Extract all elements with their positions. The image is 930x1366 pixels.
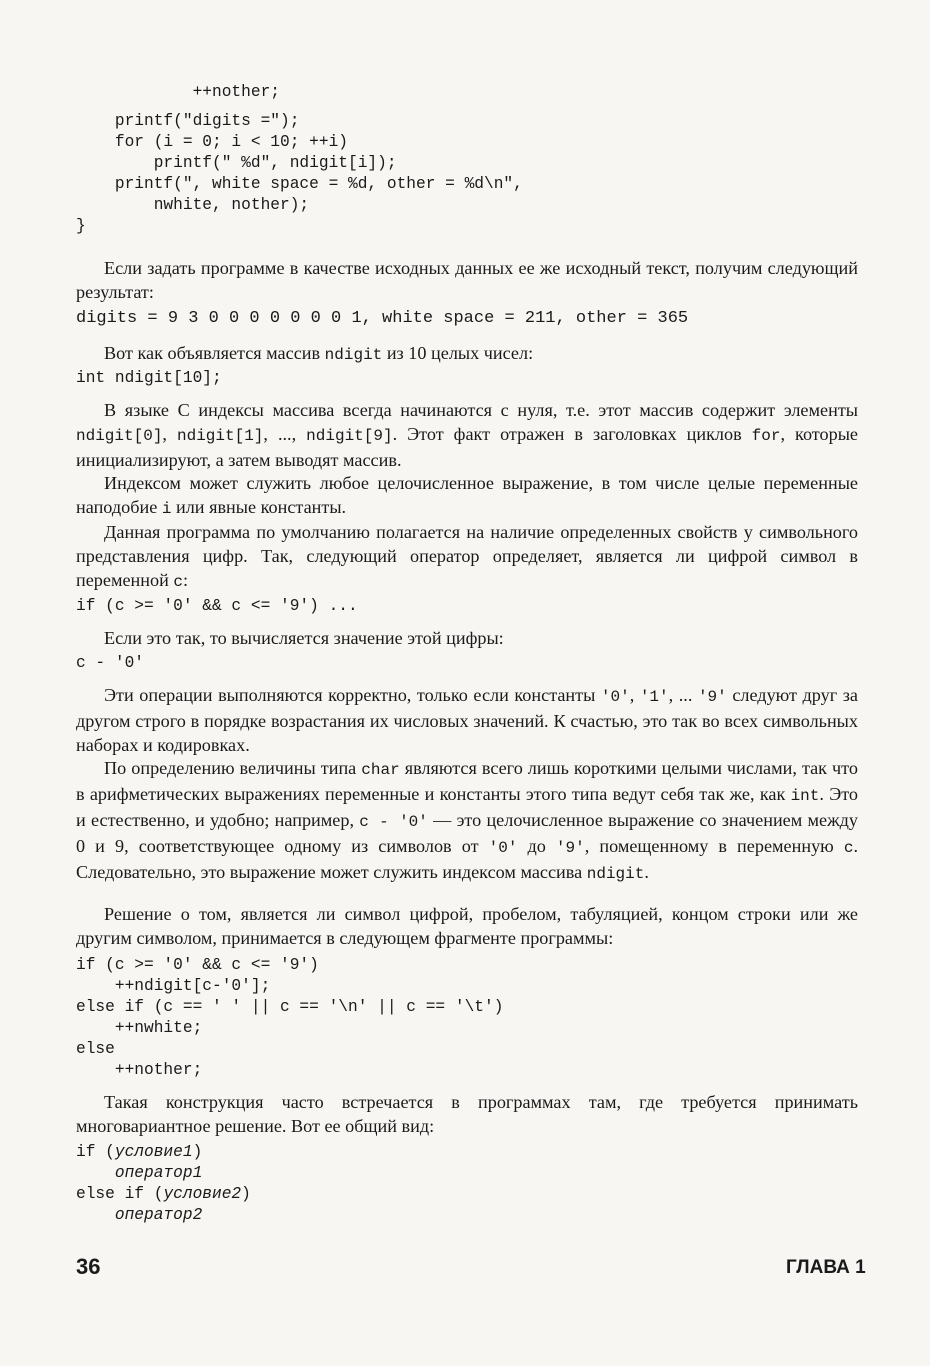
inline-code: ndigit (586, 865, 645, 883)
code-line: } (76, 217, 86, 235)
code-line (76, 103, 523, 111)
code-declaration: int ndigit[10]; (76, 369, 222, 387)
chapter-label: ГЛАВА 1 (786, 1257, 866, 1278)
text: или явные константы. (171, 497, 347, 517)
inline-code: i (161, 500, 172, 518)
text: . Это и естественно, и удобно; например, (76, 784, 858, 830)
code-line: nwhite, nother); (76, 196, 310, 214)
code-block-fragment (76, 955, 503, 1081)
paragraph-digit-value (76, 626, 858, 650)
text: : (183, 570, 189, 590)
inline-code: for (751, 427, 781, 445)
code-block-general (76, 1142, 251, 1226)
inline-code: char (361, 761, 400, 779)
inline-code: c (173, 573, 184, 591)
code-line: ++nother; (76, 83, 280, 101)
text: Индексом может служить любое целочисленное выражение, в том числе целые переменные наподобие (76, 473, 858, 517)
text: , (162, 424, 177, 444)
code-line (76, 1184, 251, 1205)
text: , (629, 685, 640, 705)
code-placeholder: условие2 (163, 1185, 242, 1203)
inline-code: ndigit (324, 346, 383, 364)
paragraph-decision (76, 902, 858, 950)
inline-code: c (843, 839, 854, 857)
text: В языке С индексы массива всегда начинаются с нуля, т.е. этот массив содержит элементы (104, 400, 858, 420)
text: . Этот факт отражен в заголовках циклов (392, 424, 752, 444)
paragraph-char-type (76, 756, 858, 886)
code-line: for (i = 0; i < 10; ++i) (76, 133, 348, 151)
text: По определению величины типа (104, 758, 362, 778)
code-line (76, 1142, 251, 1163)
paragraph-digit-repr (76, 520, 858, 594)
text: из 10 целых чисел: (382, 343, 534, 363)
code-text: ) (241, 1185, 251, 1203)
paragraph-result-intro (76, 256, 858, 304)
paragraph-array-decl (76, 341, 858, 367)
code-line: ++nwhite; (76, 1019, 203, 1037)
text: до (517, 836, 556, 856)
code-line: else if (c == ' ' || c == '\n' || c == '\t') (76, 998, 504, 1016)
paragraph-indices (76, 398, 858, 472)
text: , которые инициализируют, а затем выводят массив. (76, 424, 858, 470)
code-result: digits = 9 3 0 0 0 0 0 0 0 1, white space = 211, other = 365 (76, 309, 689, 328)
text: являются всего лишь короткими целыми числами, так что в арифметических выражениях переменные и константы этого типа ведут себя так же, как (76, 758, 858, 804)
code-line: printf(", white space = %d, other = %d\n", (76, 175, 523, 193)
text: следуют друг за другом строго в порядке возрастания их числовых значений. К счастью, это так во всех символьных наборах и кодировках. (76, 685, 858, 755)
inline-code: ndigit[0] (76, 427, 163, 445)
code-line: оператор2 (76, 1206, 203, 1224)
code-line: printf(" %d", ndigit[i]); (76, 154, 397, 172)
code-block-top (76, 82, 523, 237)
code-line: else (76, 1040, 115, 1058)
code-text: ) (192, 1143, 203, 1161)
paragraph-constants-order (76, 683, 858, 757)
paragraph-text: Если это так, то вычисляется значение этой цифры: (104, 628, 504, 648)
inline-code: c - '0' (359, 813, 428, 831)
code-text: if ( (76, 1143, 115, 1161)
paragraph-general-form (76, 1090, 858, 1138)
inline-code: '9' (697, 688, 727, 706)
paragraph-index-expr (76, 471, 858, 521)
code-text: else if ( (76, 1185, 164, 1203)
text: — это целочисленное выражение со значением между 0 и 9, соответствующее одному из символов от (76, 810, 859, 856)
text: , помещенному в переменную (584, 836, 844, 856)
text: Вот как объявляется массив (104, 343, 325, 363)
inline-code: '1' (639, 688, 669, 706)
inline-code: int (790, 787, 820, 805)
paragraph-text: Такая конструкция часто встречается в программах там, где требуется принимать многовариантное решение. Вот ее общий вид: (76, 1092, 858, 1136)
inline-code: '0' (600, 688, 630, 706)
code-expression: c - '0' (76, 654, 144, 672)
text: , ..., (263, 424, 307, 444)
code-line: оператор1 (76, 1164, 203, 1182)
code-line: ++nother; (76, 1061, 203, 1079)
code-line: printf("digits ="); (76, 112, 300, 130)
text: . (644, 862, 649, 882)
page-number: 36 (76, 1254, 101, 1279)
inline-code: '0' (488, 839, 518, 857)
code-if-digit: if (c >= '0' && c <= '9') ... (76, 597, 358, 615)
code-line: if (c >= '0' && c <= '9') (76, 956, 319, 974)
inline-code: '9' (555, 839, 585, 857)
code-placeholder: условие1 (114, 1143, 193, 1161)
paragraph-text: Решение о том, является ли символ цифрой, пробелом, табуляцией, концом строки или же другим символом, принимается в следующем фрагменте программы: (76, 904, 858, 948)
paragraph-text: Если задать программе в качестве исходных данных ее же исходный текст, получим следующий результат: (76, 258, 858, 302)
text: Эти операции выполняются корректно, только если константы (104, 685, 601, 705)
inline-code: ndigit[1] (176, 427, 264, 445)
text: , ... (668, 685, 698, 705)
inline-code: ndigit[9] (306, 427, 393, 445)
code-line: ++ndigit[c-'0']; (76, 977, 271, 995)
text: Данная программа по умолчанию полагается на наличие определенных свойств у символьного представления цифр. Так, следующий оператор определяет, является ли цифрой символ в переменной (76, 522, 858, 590)
text: . Следовательно, это выражение может служить индексом массива (76, 836, 858, 882)
